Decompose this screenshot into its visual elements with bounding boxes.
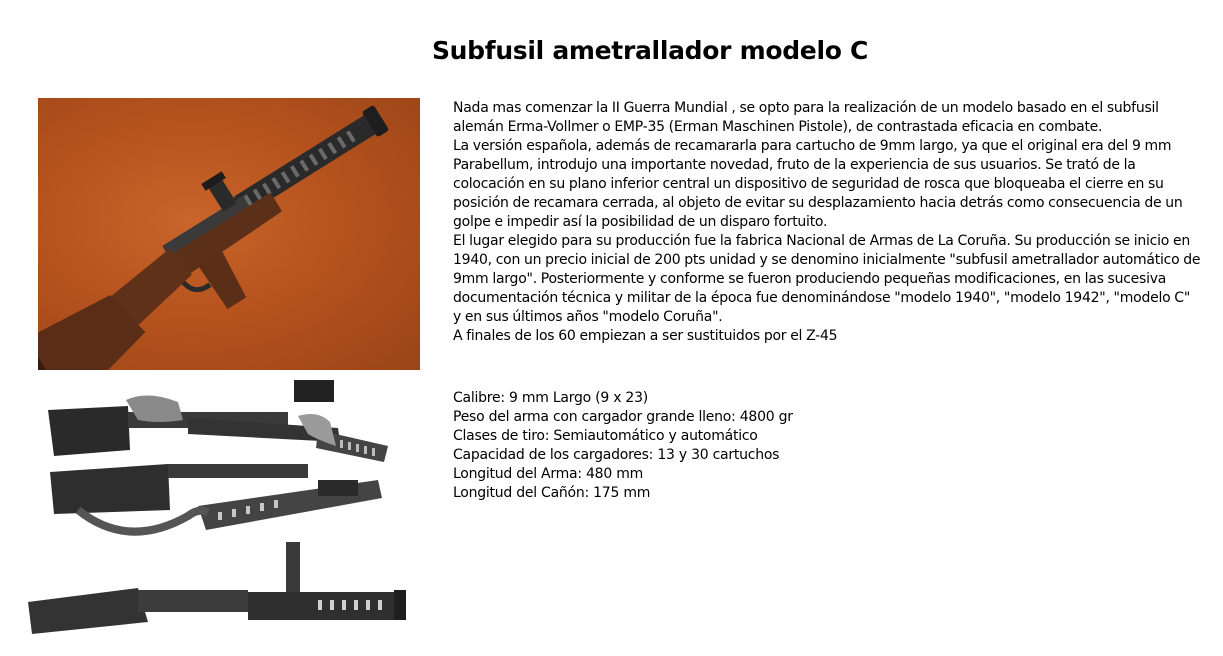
paragraph-replacement: A finales de los 60 empiezan a ser sustituidos por el Z-45 <box>453 328 838 344</box>
field-strip-photo <box>18 380 422 650</box>
paragraph-production: El lugar elegido para su producción fue la fabrica Nacional de Armas de La Coruña. Su producción se inicio en 1940, con un precio inicial de 200 pts unidad y se denomino inicialmente "subfusil ametrallador automático de 9mm largo". Posteriormente y conforme se fueron produciendo pequeñas modificaciones, en las sucesiva documentación técnica y militar de la época fue denominándose "modelo 1940", "modelo 1942", "modelo C" y en sus últimos años "modelo Coruña". <box>453 233 1201 325</box>
specifications-list <box>453 389 1053 503</box>
spec-barrel-length: Longitud del Cañón: 175 mm <box>453 485 651 501</box>
description-text <box>453 99 1201 346</box>
spec-weight: Peso del arma con cargador grande lleno: 4800 gr <box>453 409 793 425</box>
paragraph-spanish-version: La versión española, además de recamararla para cartucho de 9mm largo, ya que el original era del 9 mm Parabellum, introdujo una importante novedad, fruto de la experiencia de sus usuarios. Se trató de la colocación en su plano inferior central un dispositivo de seguridad de rosca que bloqueaba el cierre en su posición de recamara cerrada, al objeto de evitar su desplazamiento hacia detrás como consecuencia de un golpe e impedir así la posibilidad de un disparo fortuito. <box>453 138 1183 230</box>
spec-fire-modes: Clases de tiro: Semiautomático y automático <box>453 428 758 444</box>
page-title: Subfusil ametrallador modelo C <box>431 36 869 65</box>
paragraph-intro: Nada mas comenzar la II Guerra Mundial , se opto para la realización de un modelo basado en el subfusil alemán Erma-Vollmer o EMP-35 (Erman Maschinen Pistole), de contrastada eficacia en combate. <box>453 100 1159 135</box>
spec-weapon-length: Longitud del Arma: 480 mm <box>453 466 643 482</box>
spec-magazine-capacity: Capacidad de los cargadores: 13 y 30 cartuchos <box>453 447 780 463</box>
submachine-gun-photo <box>38 98 420 370</box>
spec-caliber: Calibre: 9 mm Largo (9 x 23) <box>453 390 648 406</box>
